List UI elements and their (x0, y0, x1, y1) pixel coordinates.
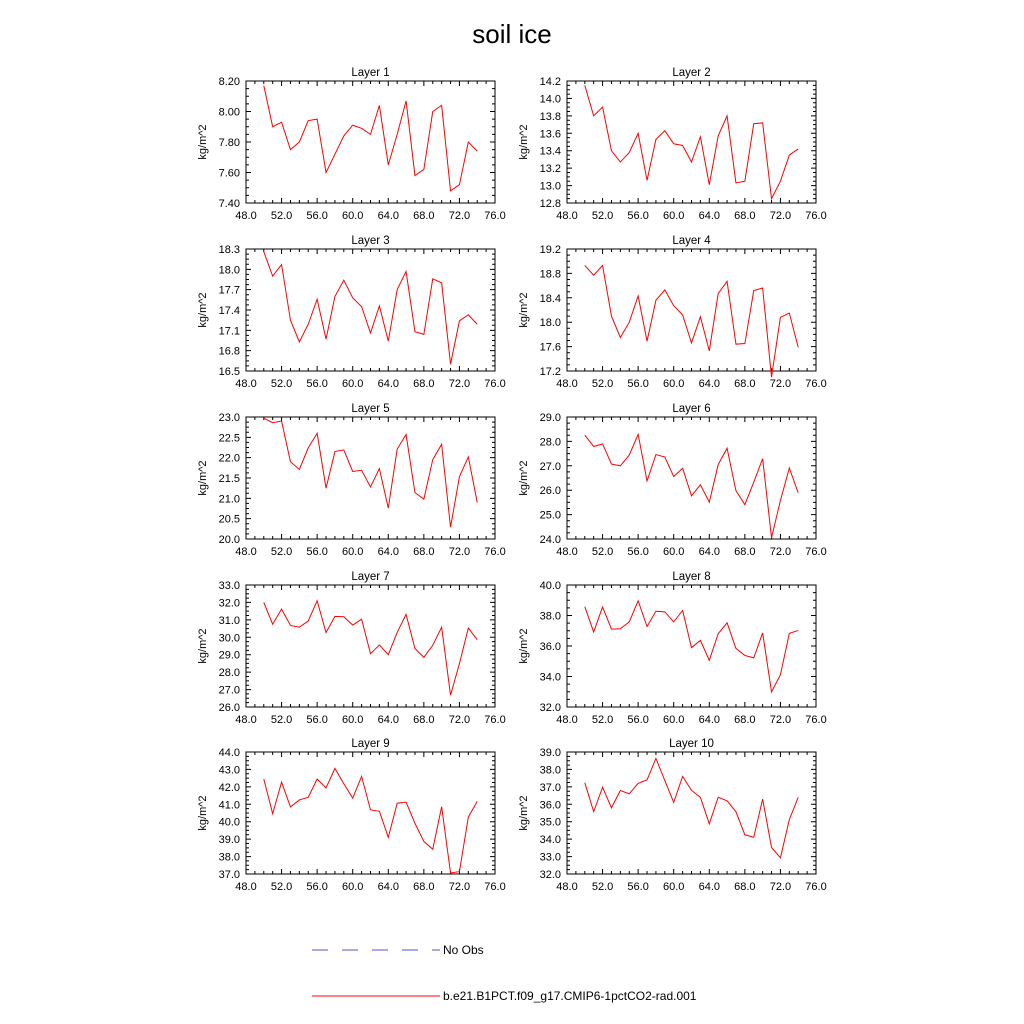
legend (312, 943, 697, 1003)
x-tick-label: 76.0 (484, 714, 506, 726)
y-tick-label: 32.0 (539, 702, 561, 714)
series-line (585, 601, 798, 692)
y-tick-label: 7.80 (218, 137, 240, 149)
y-tick-label: 34.0 (539, 834, 561, 847)
x-tick-label: 52.0 (270, 714, 293, 726)
x-tick-label: 64.0 (698, 210, 721, 222)
y-tick-label: 13.0 (539, 180, 561, 193)
series-line (264, 418, 477, 527)
x-tick-label: 64.0 (377, 881, 400, 893)
x-tick-label: 56.0 (627, 881, 649, 893)
x-tick-label: 56.0 (306, 210, 328, 222)
y-tick-label: 14.0 (539, 93, 561, 106)
panel-title: Layer 3 (351, 235, 390, 247)
axis-ticks (246, 417, 495, 539)
x-tick-label: 68.0 (413, 714, 435, 726)
x-tick-label: 56.0 (627, 714, 649, 726)
x-tick-label: 48.0 (556, 714, 578, 726)
panel-title: Layer 4 (672, 235, 711, 247)
y-axis-label: kg/m^2 (518, 628, 530, 664)
y-tick-label: 29.0 (218, 649, 240, 662)
y-axis-label: kg/m^2 (518, 292, 530, 328)
x-tick-label: 60.0 (662, 881, 685, 893)
panel-6 (518, 403, 827, 558)
x-tick-label: 68.0 (413, 210, 435, 222)
y-axis-label: kg/m^2 (518, 124, 530, 160)
x-tick-label: 52.0 (270, 881, 293, 893)
x-tick-label: 56.0 (306, 378, 328, 390)
y-tick-label: 36.0 (539, 641, 561, 653)
x-tick-label: 52.0 (270, 546, 293, 558)
plot-frame (567, 249, 816, 371)
series-line (585, 85, 798, 198)
y-axis-label: kg/m^2 (518, 460, 530, 496)
y-axis-label: kg/m^2 (197, 292, 209, 328)
y-tick-label: 24.0 (539, 534, 561, 546)
x-tick-label: 48.0 (235, 714, 257, 726)
panel-7 (197, 571, 506, 726)
x-tick-label: 64.0 (377, 714, 400, 726)
panel-9 (197, 738, 506, 893)
y-tick-label: 18.0 (218, 264, 240, 277)
x-tick-label: 56.0 (306, 714, 328, 726)
y-tick-label: 32.0 (218, 597, 240, 610)
x-tick-label: 68.0 (413, 378, 435, 390)
y-tick-label: 35.0 (539, 816, 561, 829)
panels (197, 67, 827, 893)
y-tick-label: 28.0 (539, 436, 561, 449)
y-tick-label: 28.0 (218, 667, 240, 680)
axis-ticks (246, 585, 495, 707)
x-tick-label: 72.0 (448, 881, 471, 893)
plot-frame (246, 752, 495, 874)
x-tick-label: 76.0 (805, 714, 827, 726)
y-tick-label: 13.6 (539, 128, 561, 141)
x-tick-label: 52.0 (270, 210, 293, 222)
y-tick-label: 32.0 (539, 869, 561, 881)
x-tick-label: 56.0 (627, 378, 649, 390)
x-tick-label: 76.0 (484, 881, 506, 893)
x-tick-label: 64.0 (698, 714, 721, 726)
y-axis-label: kg/m^2 (197, 460, 209, 496)
legend-label: b.e21.B1PCT.f09_g17.CMIP6-1pctCO2-rad.001 (443, 989, 697, 1003)
y-tick-label: 23.0 (218, 412, 240, 424)
plot-frame (567, 417, 816, 539)
x-tick-label: 52.0 (591, 210, 614, 222)
x-tick-label: 48.0 (235, 378, 257, 390)
y-tick-label: 22.5 (218, 432, 240, 445)
x-tick-label: 56.0 (627, 210, 649, 222)
y-tick-label: 37.0 (539, 781, 561, 794)
plot-frame (246, 417, 495, 539)
x-tick-label: 72.0 (769, 881, 792, 893)
y-tick-label: 36.0 (539, 799, 561, 812)
y-tick-label: 37.0 (218, 869, 240, 881)
y-tick-label: 17.2 (539, 366, 561, 378)
y-tick-label: 44.0 (218, 747, 240, 759)
y-axis-label: kg/m^2 (197, 628, 209, 664)
panel-title: Layer 2 (672, 67, 711, 79)
y-tick-label: 19.2 (539, 244, 561, 256)
x-tick-label: 60.0 (341, 210, 364, 222)
y-tick-label: 31.0 (218, 614, 240, 627)
series-line (264, 86, 477, 191)
x-tick-label: 72.0 (769, 546, 792, 558)
series-line (585, 434, 798, 537)
y-tick-label: 18.4 (539, 292, 561, 305)
x-tick-label: 72.0 (769, 210, 792, 222)
plot-frame (246, 81, 495, 203)
y-tick-label: 17.4 (218, 305, 240, 317)
x-tick-label: 68.0 (734, 881, 756, 893)
figure-title: soil ice (472, 19, 552, 49)
y-tick-label: 22.0 (218, 452, 240, 465)
x-tick-label: 76.0 (805, 881, 827, 893)
legend-label: No Obs (443, 943, 484, 957)
y-tick-label: 33.0 (218, 580, 240, 592)
y-tick-label: 13.4 (539, 145, 561, 158)
y-tick-label: 43.0 (218, 764, 240, 777)
y-tick-label: 26.0 (539, 485, 561, 498)
x-tick-label: 72.0 (448, 378, 471, 390)
y-tick-label: 8.20 (218, 76, 240, 88)
x-tick-label: 68.0 (734, 378, 756, 390)
x-tick-label: 60.0 (662, 378, 685, 390)
y-tick-label: 33.0 (539, 851, 561, 864)
y-tick-label: 34.0 (539, 671, 561, 684)
x-tick-label: 52.0 (270, 378, 293, 390)
x-tick-label: 64.0 (698, 378, 721, 390)
x-tick-label: 76.0 (805, 546, 827, 558)
x-tick-label: 60.0 (341, 714, 364, 726)
panel-title: Layer 6 (672, 403, 711, 415)
y-tick-label: 12.8 (539, 198, 561, 210)
x-tick-label: 60.0 (341, 881, 364, 893)
x-tick-label: 48.0 (235, 210, 257, 222)
x-tick-label: 68.0 (413, 881, 435, 893)
plot-frame (246, 249, 495, 371)
panel-2 (518, 67, 827, 222)
panel-title: Layer 8 (672, 571, 711, 583)
y-tick-label: 29.0 (539, 412, 561, 424)
y-tick-label: 30.0 (218, 632, 240, 645)
axis-ticks (246, 81, 495, 203)
y-tick-label: 18.8 (539, 268, 561, 281)
panel-1 (197, 67, 506, 222)
y-tick-label: 7.60 (218, 167, 240, 180)
y-tick-label: 16.8 (218, 345, 240, 358)
panel-10 (518, 738, 827, 893)
panel-title: Layer 7 (351, 571, 390, 583)
plot-frame (246, 585, 495, 707)
x-tick-label: 60.0 (341, 546, 364, 558)
x-tick-label: 48.0 (556, 210, 578, 222)
series-line (585, 758, 798, 857)
series-line (264, 601, 477, 695)
panel-4 (518, 235, 827, 390)
series-line (585, 265, 798, 377)
x-tick-label: 68.0 (734, 210, 756, 222)
y-tick-label: 27.0 (539, 460, 561, 473)
x-tick-label: 72.0 (769, 378, 792, 390)
y-tick-label: 18.3 (218, 244, 240, 256)
y-tick-label: 41.0 (218, 799, 240, 812)
x-tick-label: 52.0 (591, 546, 614, 558)
y-tick-label: 38.0 (539, 764, 561, 777)
y-tick-label: 16.5 (218, 366, 240, 378)
x-tick-label: 72.0 (448, 714, 471, 726)
y-tick-label: 20.5 (218, 513, 240, 526)
x-tick-label: 68.0 (413, 546, 435, 558)
panel-title: Layer 9 (351, 738, 390, 750)
x-tick-label: 48.0 (556, 881, 578, 893)
panel-5 (197, 403, 506, 558)
y-tick-label: 13.2 (539, 163, 561, 176)
x-tick-label: 76.0 (484, 546, 506, 558)
x-tick-label: 60.0 (662, 546, 685, 558)
x-tick-label: 52.0 (591, 881, 614, 893)
y-tick-label: 13.8 (539, 110, 561, 123)
y-tick-label: 20.0 (218, 534, 240, 546)
axis-ticks (246, 249, 495, 371)
y-tick-label: 17.7 (218, 284, 240, 297)
x-tick-label: 76.0 (805, 378, 827, 390)
x-tick-label: 76.0 (484, 210, 506, 222)
y-tick-label: 8.00 (218, 106, 240, 119)
y-tick-label: 25.0 (539, 509, 561, 522)
x-tick-label: 64.0 (698, 881, 721, 893)
x-tick-label: 72.0 (448, 546, 471, 558)
y-tick-label: 21.5 (218, 473, 240, 485)
y-tick-label: 40.0 (539, 580, 561, 592)
panel-title: Layer 10 (669, 738, 714, 750)
x-tick-label: 64.0 (377, 378, 400, 390)
x-tick-label: 52.0 (591, 378, 614, 390)
series-line (264, 252, 477, 365)
y-axis-label: kg/m^2 (197, 795, 209, 831)
x-tick-label: 56.0 (306, 881, 328, 893)
y-tick-label: 38.0 (539, 610, 561, 623)
y-tick-label: 26.0 (218, 702, 240, 714)
x-tick-label: 64.0 (698, 546, 721, 558)
series-line (264, 768, 477, 873)
x-tick-label: 52.0 (591, 714, 614, 726)
x-tick-label: 64.0 (377, 546, 400, 558)
y-axis-label: kg/m^2 (518, 795, 530, 831)
x-tick-label: 48.0 (235, 881, 257, 893)
x-tick-label: 60.0 (662, 714, 685, 726)
panel-8 (518, 571, 827, 726)
x-tick-label: 68.0 (734, 546, 756, 558)
x-tick-label: 60.0 (662, 210, 685, 222)
x-tick-label: 56.0 (627, 546, 649, 558)
x-tick-label: 64.0 (377, 210, 400, 222)
x-tick-label: 56.0 (306, 546, 328, 558)
axis-ticks (246, 752, 495, 874)
x-tick-label: 76.0 (805, 210, 827, 222)
y-axis-label: kg/m^2 (197, 124, 209, 160)
y-tick-label: 38.0 (218, 851, 240, 864)
y-tick-label: 18.0 (539, 317, 561, 330)
y-tick-label: 42.0 (218, 781, 240, 794)
x-tick-label: 72.0 (448, 210, 471, 222)
y-tick-label: 27.0 (218, 684, 240, 697)
axis-ticks (567, 417, 816, 539)
y-tick-label: 21.0 (218, 493, 240, 506)
y-tick-label: 39.0 (218, 834, 240, 847)
x-tick-label: 48.0 (556, 546, 578, 558)
y-tick-label: 17.6 (539, 341, 561, 354)
x-tick-label: 68.0 (734, 714, 756, 726)
panel-title: Layer 5 (351, 403, 390, 415)
y-tick-label: 40.0 (218, 816, 240, 829)
y-tick-label: 17.1 (218, 325, 240, 338)
panel-3 (197, 235, 506, 390)
x-tick-label: 72.0 (769, 714, 792, 726)
x-tick-label: 76.0 (484, 378, 506, 390)
axis-ticks (567, 249, 816, 371)
y-tick-label: 14.2 (539, 76, 561, 88)
y-tick-label: 39.0 (539, 747, 561, 759)
panel-title: Layer 1 (351, 67, 390, 79)
y-tick-label: 7.40 (218, 198, 240, 210)
x-tick-label: 48.0 (235, 546, 257, 558)
x-tick-label: 60.0 (341, 378, 364, 390)
x-tick-label: 48.0 (556, 378, 578, 390)
